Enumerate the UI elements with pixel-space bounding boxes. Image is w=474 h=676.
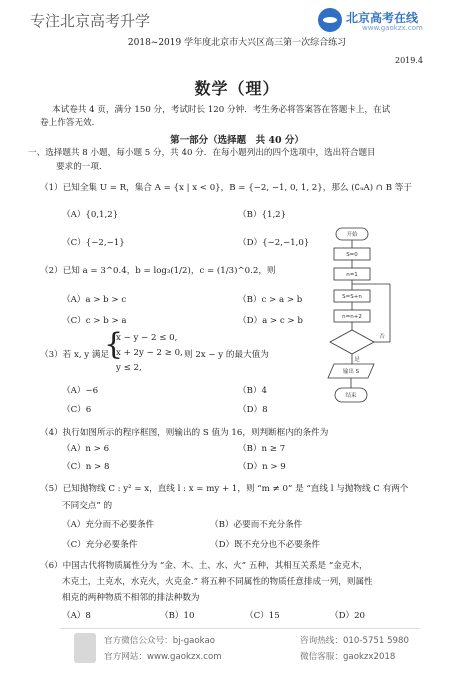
logo-icon <box>318 8 342 32</box>
flow-no-label: 是 <box>354 357 360 363</box>
q5-option-b: （B）必要而不充分条件 <box>210 520 303 530</box>
q3-suffix: 则 2x − y 的最大值为 <box>184 350 269 360</box>
q1-stem: （1）已知全集 U = R，集合 A = {x | x < 0}，B = {−2, −1, 0, 1, 2}，那么 (∁ᵤA) ∩ B 等于 <box>40 183 412 193</box>
part1-heading: 第一部分（选择题 共 40 分） <box>170 135 304 146</box>
footer-logo-icon <box>74 633 96 663</box>
q3-option-b: （B）4 <box>238 386 267 396</box>
program-flowchart <box>318 226 398 408</box>
flow-init-n-text: n=1 <box>346 272 358 278</box>
q4-option-a: （A）n > 6 <box>62 444 110 454</box>
flow-yes-label: 否 <box>379 334 385 340</box>
flow-init-s-text: S=0 <box>346 252 358 258</box>
q5-option-d: （D）既不充分也不必要条件 <box>210 540 321 550</box>
q1-option-d: （D）{−2,−1,0} <box>238 238 310 248</box>
q6-line-1: （6）中国古代将物质属性分为 “金、木、土、水、火” 五种，其相互关系是 “金克木， <box>40 561 368 571</box>
brand-tagline: 专注北京高考升学 <box>30 12 151 30</box>
q2-option-b: （B）c > a > b <box>238 295 303 305</box>
q3-option-a: （A）−6 <box>62 386 99 396</box>
q3-constraint-2: x + 2y − 2 ≥ 0, <box>116 348 183 358</box>
exam-subtitle: 2018~2019 学年度北京市大兴区高三第一次综合练习 <box>127 38 347 48</box>
q4-option-d: （D）n > 9 <box>238 462 286 472</box>
q2-option-c: （C）c > b > a <box>62 316 127 326</box>
q5-stem-cont: 不同交点” 的 <box>62 501 113 511</box>
q6-option-d: （D）20 <box>330 611 366 621</box>
logo-url: www.gaokzx.com <box>362 24 423 32</box>
footer-website[interactable]: 官方网站：www.gaokzx.com <box>104 652 222 662</box>
q1-option-b: （B）{1,2} <box>238 210 287 220</box>
q4-stem: （4）执行如图所示的程序框图，则输出的 S 值为 16，则判断框内的条件为 <box>40 428 329 438</box>
q6-line-2: 木克土，土克水，水克火，火克金.” 将五种不同属性的物质任意排成一列，则属性 <box>62 577 373 587</box>
part1-instruction-1: 一、选择题共 8 小题，每小题 5 分，共 40 分．在每小题列出的四个选项中，选出符合题目 <box>28 148 376 158</box>
instructions-line-1: 本试卷共 4 页，满分 150 分，考试时长 120 分钟．考生务必将答案答在答题卡上，在试 <box>52 105 391 115</box>
q3-brace: { <box>104 327 124 362</box>
q5-stem: （5）已知抛物线 C : y² = x，直线 l : x = my + 1，则 “m ≠ 0” 是 “直线 l 与抛物线 C 有两个 <box>40 484 409 494</box>
footer-divider <box>60 628 420 629</box>
q6-option-a: （A）8 <box>62 611 91 621</box>
q5-option-a: （A）充分而不必要条件 <box>62 520 155 530</box>
q5-option-c: （C）充分必要条件 <box>62 540 138 550</box>
flow-output-text: 输出 S <box>342 369 360 375</box>
q4-option-b: （B）n ≥ 7 <box>238 444 286 454</box>
flow-update-s-text: S=S+n <box>342 294 362 300</box>
q6-line-3: 相克的两种物质不相邻的排法种数为 <box>62 593 200 603</box>
part1-instruction-2: 要求的一项． <box>56 162 108 172</box>
footer-wechat-id[interactable]: 微信客服：gaokzx2018 <box>300 652 396 662</box>
instructions-line-2: 卷上作答无效． <box>40 118 101 128</box>
exam-date: 2019.4 <box>395 56 423 65</box>
q4-option-c: （C）n > 8 <box>62 462 110 472</box>
q3-constraint-1: x − y − 2 ≤ 0, <box>116 333 178 343</box>
q3-constraint-3: y ≤ 2, <box>116 363 142 373</box>
flow-end-text: 结束 <box>345 393 357 399</box>
footer-wechat[interactable]: 官方微信公众号：bj-gaokao <box>104 636 216 646</box>
flow-decision-diamond <box>330 330 374 354</box>
q3-option-c: （C）6 <box>62 405 92 415</box>
q2-option-a: （A）a > b > c <box>62 295 127 305</box>
q6-option-b: （B）10 <box>160 611 195 621</box>
q1-option-a: （A）{0,1,2} <box>62 210 119 220</box>
q2-option-d: （D）a > c > b <box>238 316 303 326</box>
q2-stem: （2）已知 a = 3^0.4，b = log₃(1/2)，c = (1/3)^0.2，则 <box>40 266 276 276</box>
flow-update-n-text: n=n+2 <box>342 314 362 320</box>
q3-prefix: （3）若 x, y 满足 <box>40 350 110 360</box>
q6-option-c: （C）15 <box>245 611 280 621</box>
q1-option-c: （C）{−2,−1} <box>62 238 125 248</box>
footer-hotline[interactable]: 咨询热线：010-5751 5980 <box>300 636 409 646</box>
logo-text: 北京高考在线 <box>346 11 419 25</box>
page-title: 数学（理） <box>194 79 280 98</box>
site-logo[interactable] <box>318 8 458 34</box>
q3-option-d: （D）8 <box>238 405 268 415</box>
flow-start-text: 开始 <box>346 232 358 238</box>
